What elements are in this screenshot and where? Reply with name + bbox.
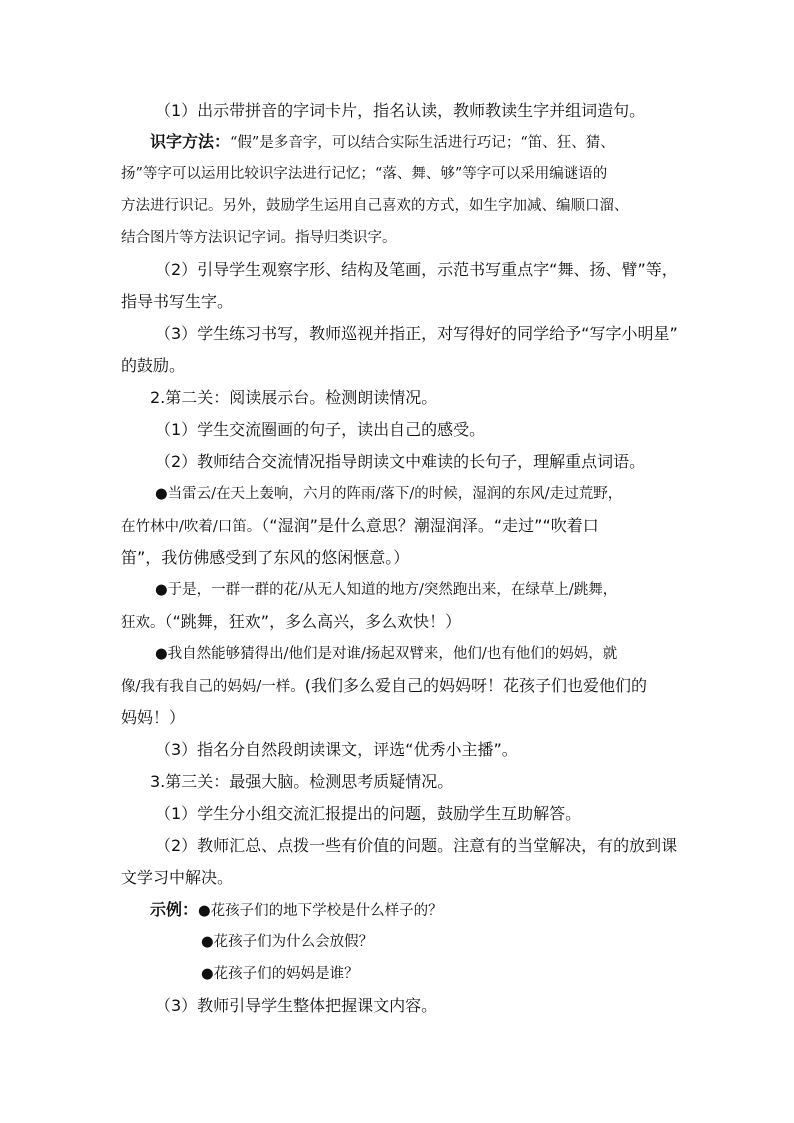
paragraph-line: （2）教师汇总、点拨一些有价值的问题。注意有的当堂解决，有的放到课: [155, 836, 678, 855]
paragraph-line: （1）学生分小组交流汇报提出的问题，鼓励学生互助解答。: [155, 804, 582, 823]
paragraph-line: 方法进行识记。另外，鼓励学生运用自己喜欢的方式，如生字加减、编顺口溜、: [121, 198, 629, 214]
quote-line: ●于是，一群一群的花/从无人知道的地方/突然跑出来，在绿草上/跳舞，: [155, 582, 618, 598]
paragraph-line: （3）指名分自然段朗读课文，评选“优秀小主播”。: [155, 740, 518, 759]
paragraph-line: 指导书写生字。: [121, 292, 234, 311]
example-line: ●花孩子们为什么会放假？: [201, 934, 374, 950]
paragraph-line: 扬”等字可以运用比较识字法进行记忆；“落、舞、够”等字可以采用编谜语的: [121, 166, 608, 182]
section-heading: 3.第三关：最强大脑。检测思考质疑情况。: [150, 772, 454, 791]
example-line: ●花孩子们的妈妈是谁？: [201, 966, 359, 982]
paragraph-line: （1）出示带拼音的字词卡片，指名认读，教师教读生字并组词造句。: [155, 101, 646, 120]
paragraph-line: 结合图片等方法识记字词。指导归类识字。: [121, 230, 397, 246]
quote-line: ●我自然能够猜得出/他们是对谁/扬起双臂来，他们/也有他们的妈妈，就: [155, 646, 618, 662]
paragraph-line: （1）学生交流圈画的句子，读出自己的感受。: [155, 420, 486, 439]
paragraph-line: （3）教师引导学生整体把握课文内容。: [155, 996, 438, 1015]
paragraph-line: （2）引导学生观察字形、结构及笔画，示范书写重点字“舞、扬、臂”等，: [155, 260, 678, 279]
paragraph-line: 的鼓励。: [121, 356, 186, 375]
method-label: 识字方法：: [150, 132, 231, 151]
paragraph-line: 识字方法：“假”是多音字，可以结合实际生活进行巧记；“笛、狂、猜、: [150, 132, 615, 151]
paragraph-line: 笛”，我仿佛感受到了东风的悠闲惬意。）: [121, 548, 410, 567]
quote-line: 像/我有我自己的妈妈/一样。(我们多么爱自己的妈妈呀！花孩子们也爱他们的: [121, 676, 648, 695]
quote-line: ●当雷云/在天上轰响，六月的阵雨/落下/的时候，湿润的东风/走过荒野，: [155, 486, 623, 502]
section-heading: 2.第二关：阅读展示台。检测朗读情况。: [150, 388, 438, 407]
paragraph-line: （3）学生练习书写，教师巡视并指正，对写得好的同学给予“写字小明星”: [155, 324, 678, 343]
paragraph-line: 文学习中解决。: [121, 868, 234, 887]
example-line: 示例：●花孩子们的地下学校是什么样子的？: [150, 900, 443, 919]
quote-line: 在竹林中/吹着/口笛。（“湿润”是什么意思？潮湿润泽。“走过”“吹着口: [121, 516, 599, 535]
paragraph-line: 妈妈！）: [121, 708, 186, 727]
paragraph-line: （2）教师结合交流情况指导朗读文中难读的长句子，理解重点词语。: [155, 452, 646, 471]
quote-line: 狂欢。（“跳舞，狂欢”，多么高兴，多么欢快！）: [121, 612, 462, 631]
example-label: 示例：: [150, 900, 199, 919]
